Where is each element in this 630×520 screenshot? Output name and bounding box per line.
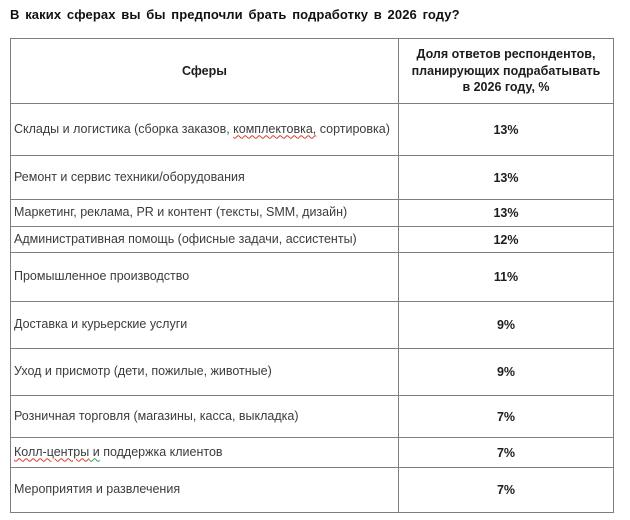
sphere-text: Промышленное производство <box>14 269 190 284</box>
sphere-cell <box>11 396 399 438</box>
sphere-cell <box>11 200 399 227</box>
sphere-cell <box>11 156 399 200</box>
share-cell: 13% <box>399 200 614 227</box>
table-row <box>11 156 614 200</box>
survey-table <box>10 38 614 513</box>
share-cell: 7% <box>399 438 614 468</box>
share-cell: 12% <box>399 227 614 253</box>
sphere-text: Административная помощь (офисные задачи, ассистенты) <box>14 231 357 246</box>
spellcheck-red-text: комплектовка, <box>233 121 317 136</box>
sphere-text: поддержка клиентов <box>99 444 223 459</box>
sphere-cell <box>11 104 399 156</box>
sphere-text: Доставка и курьерские услуги <box>14 317 188 332</box>
table-body <box>11 104 614 513</box>
table-row <box>11 302 614 349</box>
sphere-text: Розничная торговля (магазины, касса, выкладка) <box>14 408 299 423</box>
share-cell: 9% <box>399 349 614 396</box>
table-row <box>11 438 614 468</box>
share-cell: 13% <box>399 156 614 200</box>
sphere-text: сортировка) <box>316 121 390 136</box>
col-header-spheres: Сферы <box>11 39 399 104</box>
col-header-share: Доля ответов респондентов, планирующих подрабатывать в 2026 году, % <box>399 39 614 104</box>
sphere-text: Мероприятия и развлечения <box>14 482 181 497</box>
spellcheck-green-text: и <box>89 444 100 459</box>
sphere-text: Уход и присмотр (дети, пожилые, животные) <box>14 364 272 379</box>
share-cell: 7% <box>399 396 614 438</box>
sphere-cell <box>11 227 399 253</box>
table-row <box>11 396 614 438</box>
table-row <box>11 104 614 156</box>
sphere-cell <box>11 253 399 302</box>
share-cell: 9% <box>399 302 614 349</box>
table-row <box>11 227 614 253</box>
table-row <box>11 253 614 302</box>
sphere-text: Склады и логистика (сборка заказов, <box>14 121 234 136</box>
share-cell: 13% <box>399 104 614 156</box>
sphere-cell <box>11 438 399 468</box>
share-cell: 7% <box>399 468 614 513</box>
sphere-text: Маркетинг, реклама, PR и контент (тексты, SMM, дизайн) <box>14 205 348 220</box>
sphere-cell <box>11 302 399 349</box>
header-row <box>11 39 614 104</box>
table-row <box>11 200 614 227</box>
table-row <box>11 349 614 396</box>
share-cell: 11% <box>399 253 614 302</box>
sphere-cell <box>11 349 399 396</box>
spellcheck-red-text: Колл-центры <box>14 444 90 459</box>
table-row <box>11 468 614 513</box>
page-title: В каких сферах вы бы предпочли брать подработку в 2026 году? <box>10 7 460 22</box>
sphere-cell <box>11 468 399 513</box>
sphere-text: Ремонт и сервис техники/оборудования <box>14 169 245 184</box>
